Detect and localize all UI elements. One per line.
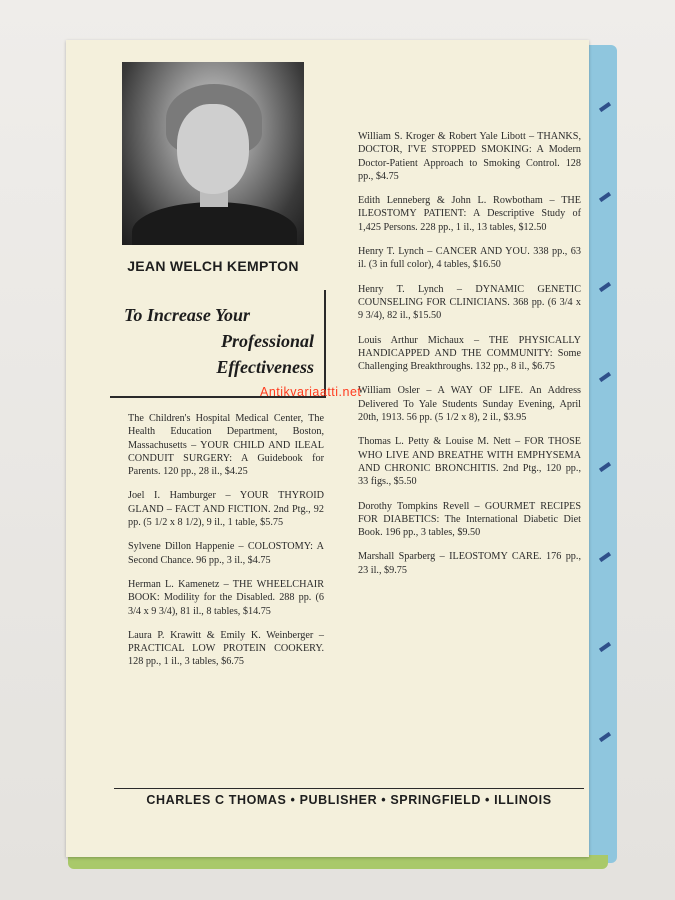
headline-line: Effectiveness [216, 357, 314, 377]
footer-rule [114, 788, 584, 789]
stripe-mark [599, 732, 611, 742]
headline-rule-vertical [324, 290, 326, 397]
book-entry: Henry T. Lynch – CANCER AND YOU. 338 pp., 63 il. (3 in full color), 4 tables, $16.50 [358, 246, 581, 271]
book-entry: William Osler – A WAY OF LIFE. An Address Delivered To Yale Students Sunday Evening, April 20th, 1913. 56 pp. (5 1/2 x 8), 2 il., $3.95 [358, 385, 581, 424]
book-entry: The Children's Hospital Medical Center, The Health Education Department, Boston, Massachusetts – YOUR CHILD AND ILEAL CONDUIT SURGERY: A Guidebook for Parents. 120 pp., 28 il., $4.25 [128, 413, 324, 478]
book-entry: Laura P. Krawitt & Emily K. Weinberger – PRACTICAL LOW PROTEIN COOKERY. 128 pp., 1 il., 3 tables, $6.75 [128, 629, 324, 668]
book-entry: Joel I. Hamburger – YOUR THYROID GLAND – FACT AND FICTION. 2nd Ptg., 92 pp. (5 1/2 x 8 1/2), 9 il., 1 table, $5.75 [128, 490, 324, 529]
book-entry: Louis Arthur Michaux – THE PHYSICALLY HANDICAPPED AND THE COMMUNITY: Some Challenging Breakthroughs. 132 pp., 8 il., $6.75 [358, 334, 581, 373]
book-entry: William S. Kroger & Robert Yale Libott – THANKS, DOCTOR, I'VE STOPPED SMOKING: A Modern Doctor-Patient Approach to Smoking Control. 128 pp., $4.75 [358, 131, 581, 182]
stripe-mark [599, 552, 611, 562]
stripe-mark [599, 462, 611, 472]
book-entry: Henry T. Lynch – DYNAMIC GENETIC COUNSELING FOR CLINICIANS. 368 pp. (6 3/4 x 9 3/4), 82 il., $15.50 [358, 283, 581, 322]
back-cover [66, 40, 589, 857]
watermark: Antikvariaatti.net [260, 385, 362, 399]
portrait-face [177, 104, 249, 194]
dust-jacket-edge-green [68, 855, 608, 869]
book-entry: Marshall Sparberg – ILEOSTOMY CARE. 176 pp., 23 il., $9.75 [358, 551, 581, 576]
book-list-right [358, 130, 581, 588]
author-name: JEAN WELCH KEMPTON [127, 258, 299, 274]
stripe-mark [599, 192, 611, 202]
headline-line: Professional [220, 331, 314, 351]
stripe-mark [599, 282, 611, 292]
stripe-mark [599, 642, 611, 652]
book-entry: Dorothy Tompkins Revell – GOURMET RECIPES FOR DIABETICS: The International Diabetic Diet Book. 196 pp., 3 tables, $9.50 [358, 500, 581, 539]
book-entry: Sylvene Dillon Happenie – COLOSTOMY: A Second Chance. 96 pp., 3 il., $4.75 [128, 541, 324, 566]
book-entry: Edith Lenneberg & John L. Rowbotham – THE ILEOSTOMY PATIENT: A Descriptive Study of 1,425 Persons. 228 pp., 1 il., 13 tables, $12.50 [358, 195, 581, 233]
stripe-mark [599, 372, 611, 382]
headline-line: To Increase Your [124, 305, 251, 325]
book-entry: Herman L. Kamenetz – THE WHEELCHAIR BOOK: Modility for the Disabled. 288 pp. (6 3/4 x 9 3/4), 81 il., 8 tables, $14.75 [128, 578, 324, 617]
book-entry: Thomas L. Petty & Louise M. Nett – FOR THOSE WHO LIVE AND BREATHE WITH EMPHYSEMA AND CHRONIC BRONCHITIS. 2nd Ptg., 120 pp., 33 figs., $5.50 [358, 436, 581, 488]
stripe-mark [599, 102, 611, 112]
publisher-imprint: CHARLES C THOMAS • PUBLISHER • SPRINGFIELD • ILLINOIS [146, 793, 552, 807]
author-portrait [122, 62, 304, 245]
portrait-body [132, 202, 297, 245]
headline [124, 302, 314, 380]
book-list-left [128, 412, 324, 680]
